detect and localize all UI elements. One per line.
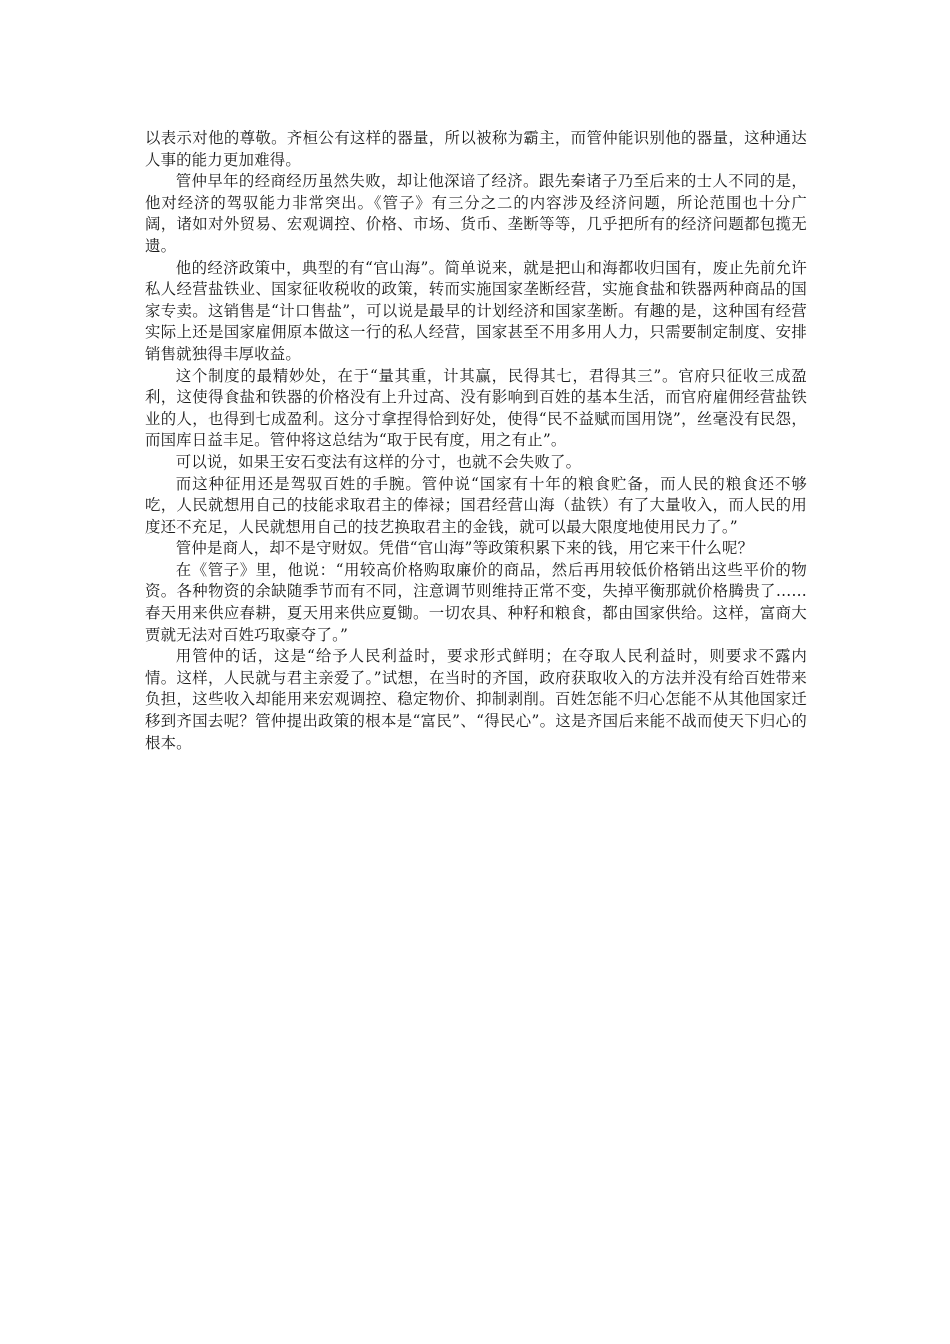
paragraph-control-people: 而这种征用还是驾驭百姓的手腕。管仲说“国家有十年的粮食贮备，而人民的粮食还不够吃，人民就想用自己的技能求取君主的俸禄；国君经营山海（盐铁）有了大量收入，而人民的用度还不充足，人民就想用自己的技艺换取君主的金钱，就可以最大限度地使用民力了。”	[145, 474, 807, 536]
paragraph-conclusion: 用管仲的话，这是“给予人民利益时，要求形式鲜明；在夺取人民利益时，则要求不露内情。这样，人民就与君主亲爱了。”试想，在当时的齐国，政府获取收入的方法并没有给百姓带来负担，这些收入却能用来宏观调控、稳定物价、抑制剥削。百姓怎能不归心怎能不从其他国家迁移到齐国去呢？管仲提出政策的根本是“富民”、“得民心”。这是齐国后来能不战而使天下归心的根本。	[145, 647, 807, 752]
paragraph-not-miser: 管仲是商人，却不是守财奴。凭借“官山海”等政策积累下来的钱，用它来干什么呢？	[175, 539, 754, 558]
paragraph-wang-anshi: 可以说，如果王安石变法有这样的分寸，也就不会失败了。	[175, 452, 582, 471]
paragraph-continuation: 以表示对他的尊敬。齐桓公有这样的器量，所以被称为霸主，而管仲能识别他的器量，这种通达人事的能力更加难得。	[145, 129, 807, 169]
article-body	[145, 128, 807, 754]
paragraph-profit-split: 这个制度的最精妙处，在于“量其重，计其赢，民得其七，君得其三”。官府只征收三成盈利，这使得食盐和铁器的价格没有上升过高、没有影响到百姓的基本生活，而官府雇佣经营盐铁业的人，也得到七成盈利。这分寸拿捏得恰到好处，使得“民不益赋而国用饶”，丝毫没有民怨，而国库日益丰足。管仲将这总结为“取于民有度，用之有止”。	[145, 366, 807, 450]
paragraph-guanzi-quote: 在《管子》里，他说：“用较高价格购取廉价的商品，然后再用较低价格销出这些平价的物资。各种物资的余缺随季节而有不同，注意调节则维持正常不变，失掉平衡那就价格腾贵了……春天用来供应春耕，夏天用来供应夏锄。一切农具、种籽和粮食，都由国家供给。这样，富商大贾就无法对百姓巧取豪夺了。”	[145, 560, 807, 644]
paragraph-guan-shan-hai: 他的经济政策中，典型的有“官山海”。简单说来，就是把山和海都收归国有，废止先前允许私人经营盐铁业、国家征收税收的政策，转而实施国家垄断经营，实施食盐和铁器两种商品的国家专卖。这销售是“计口售盐”，可以说是最早的计划经济和国家垄断。有趣的是，这种国有经营实际上还是国家雇佣原本做这一行的私人经营，国家甚至不用多用人力，只需要制定制度、安排销售就独得丰厚收益。	[145, 258, 807, 363]
paragraph-merchant-experience: 管仲早年的经商经历虽然失败，却让他深谙了经济。跟先秦诸子乃至后来的士人不同的是，他对经济的驾驭能力非常突出。《管子》有三分之二的内容涉及经济问题，所论范围也十分广阔，诸如对外贸易、宏观调控、价格、市场、货币、垄断等等，几乎把所有的经济问题都包揽无遗。	[145, 172, 807, 255]
